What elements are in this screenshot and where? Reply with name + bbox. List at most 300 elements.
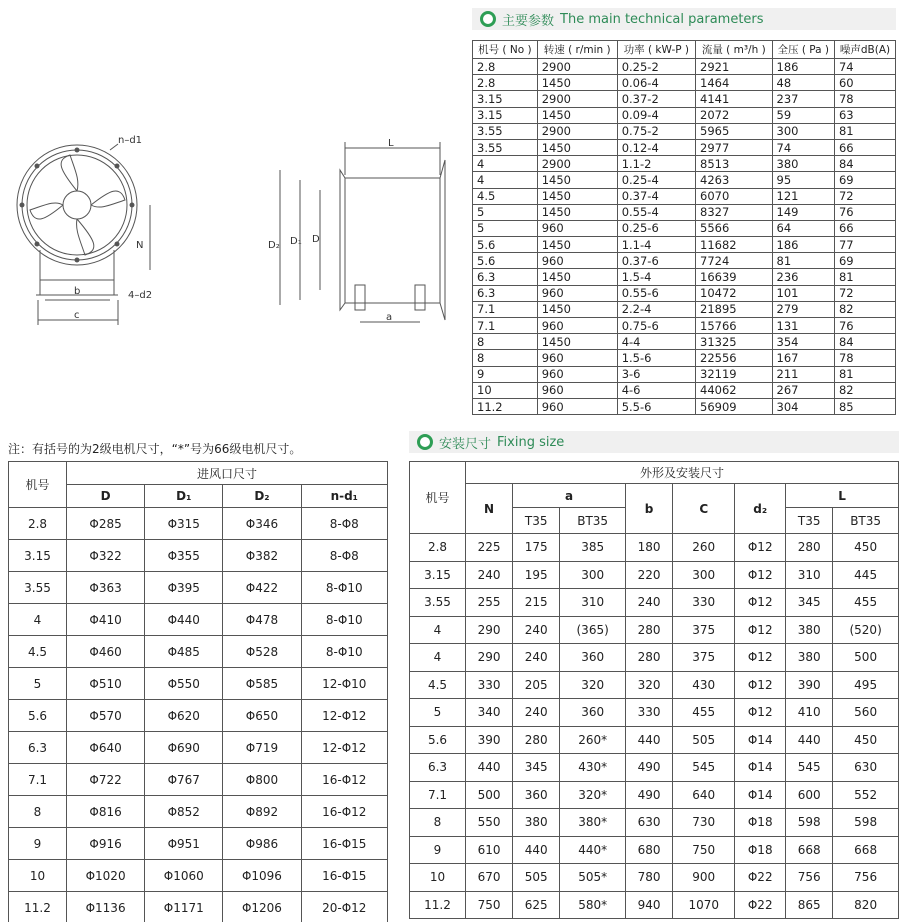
table-cell: Φ916 [67,828,145,860]
table-cell: 66 [834,220,895,236]
table-cell: 280 [625,644,672,672]
table-cell: 360 [560,699,626,727]
table-cell: 5 [9,668,67,700]
table-cell: 8-Φ10 [301,604,387,636]
table-cell: 240 [513,616,560,644]
table-cell: 440 [786,726,833,754]
table-cell: Φ18 [735,836,786,864]
table-cell: 1.5-4 [617,269,695,285]
table-row [410,726,899,754]
table-row [9,860,388,892]
table-cell: 10 [410,864,466,892]
table-cell: Φ12 [735,589,786,617]
table-cell: 0.09-4 [617,107,695,123]
label-D1: D₁ [290,236,302,247]
table-cell: 290 [466,616,513,644]
table-cell: 4 [410,644,466,672]
table-cell: 180 [625,534,672,562]
table-cell: 1450 [537,269,617,285]
table-cell: Φ951 [145,828,223,860]
table-cell: 5.6 [473,253,538,269]
table-cell: 195 [513,561,560,589]
table-cell: 960 [537,366,617,382]
table-row [410,809,899,837]
table-cell: 60 [834,75,895,91]
table-cell: 2900 [537,91,617,107]
table-cell: Φ18 [735,809,786,837]
table-cell: 5.5-6 [617,398,695,414]
table-cell: Φ1096 [223,860,301,892]
table-cell: 598 [786,809,833,837]
table-row [473,139,896,155]
table-cell: 380 [772,156,834,172]
table-cell: 0.37-6 [617,253,695,269]
table-row [9,668,388,700]
table-cell: 1450 [537,172,617,188]
table-cell: 78 [834,350,895,366]
table-cell: 380* [560,809,626,837]
table-cell: 750 [466,891,513,919]
table-cell: 11.2 [9,892,67,922]
header-cell: 机号 ( No ) [473,41,538,59]
table-cell: 455 [833,589,899,617]
table-row [9,572,388,604]
table-cell: 300 [772,123,834,139]
table-cell: 2900 [537,123,617,139]
table-row [473,334,896,350]
header-outline-group: 外形及安装尺寸 [466,462,899,484]
table-cell: 8 [473,334,538,350]
table-row [9,892,388,922]
table-cell: 940 [625,891,672,919]
table-cell: 455 [673,699,735,727]
table-cell: 598 [833,809,899,837]
table-cell: 640 [673,781,735,809]
table-row [410,589,899,617]
table-row [473,59,896,75]
table-cell: 0.55-6 [617,285,695,301]
table-cell: 4263 [696,172,773,188]
table-row [473,188,896,204]
table-cell: 16-Φ15 [301,860,387,892]
params-section-header [472,8,896,30]
table-cell: Φ285 [67,508,145,540]
label-N: N [136,240,144,251]
table-cell: 48 [772,75,834,91]
table-cell: 668 [786,836,833,864]
table-row [9,540,388,572]
table-cell: 215 [513,589,560,617]
table-cell: 3.15 [473,91,538,107]
table-cell: 84 [834,334,895,350]
table-cell: 500 [466,781,513,809]
table-cell: 85 [834,398,895,414]
table-cell: Φ322 [67,540,145,572]
table-cell: 95 [772,172,834,188]
table-cell: 545 [786,754,833,782]
table-cell: 310 [560,589,626,617]
table-cell: 960 [537,398,617,414]
label-D: D [312,234,320,245]
table-cell: Φ315 [145,508,223,540]
table-cell: 2900 [537,156,617,172]
table-cell: Φ22 [735,864,786,892]
label-c: c [74,310,80,321]
table-cell: 440 [625,726,672,754]
table-cell: 6.3 [410,754,466,782]
table-cell: 820 [833,891,899,919]
table-cell: 74 [772,139,834,155]
table-cell: 167 [772,350,834,366]
label-n-d1: n–d1 [118,135,143,146]
table-cell: 1450 [537,188,617,204]
table-cell: 7.1 [473,301,538,317]
table-row [410,699,899,727]
table-cell: Φ12 [735,534,786,562]
table-cell: 15766 [696,318,773,334]
table-cell: Φ1020 [67,860,145,892]
table-cell: 560 [833,699,899,727]
table-cell: 12-Φ12 [301,700,387,732]
table-cell: 5566 [696,220,773,236]
table-cell: Φ440 [145,604,223,636]
table-row [410,671,899,699]
header-cell: 噪声dB(A) [834,41,895,59]
table-cell: 375 [673,616,735,644]
table-row [410,781,899,809]
table-cell: 2.8 [9,508,67,540]
table-cell: Φ1171 [145,892,223,922]
table-cell: 9 [473,366,538,382]
table-row [9,828,388,860]
header-a-bt35: BT35 [560,508,626,534]
fixing-title-en: Fixing size [497,434,565,450]
table-cell: 8-Φ10 [301,572,387,604]
header-b: b [625,484,672,534]
table-cell: 4-4 [617,334,695,350]
table-cell: Φ650 [223,700,301,732]
table-cell: 3.15 [410,561,466,589]
table-cell: 4 [9,604,67,636]
table-cell: Φ346 [223,508,301,540]
table-cell: 430* [560,754,626,782]
table-cell: 16639 [696,269,773,285]
table-cell: 56909 [696,398,773,414]
table-cell: 0.25-6 [617,220,695,236]
table-row [473,301,896,317]
header-cell: 转速 ( r/min ) [537,41,617,59]
table-cell: 440 [513,836,560,864]
table-cell: 12-Φ12 [301,732,387,764]
table-cell: 756 [833,864,899,892]
table-cell: 82 [834,382,895,398]
table-cell: (365) [560,616,626,644]
table-row [473,204,896,220]
table-cell: 0.37-4 [617,188,695,204]
table-row [473,318,896,334]
table-cell: 290 [466,644,513,672]
table-cell: 330 [673,589,735,617]
table-cell: 2900 [537,59,617,75]
table-row [473,398,896,414]
table-cell: 240 [466,561,513,589]
header-L-t35: T35 [786,508,833,534]
table-cell: Φ12 [735,671,786,699]
header-C: C [673,484,735,534]
header-cell: 功率 ( kW-P ) [617,41,695,59]
table-header-row [410,484,899,508]
table-cell: 0.25-2 [617,59,695,75]
table-cell: Φ422 [223,572,301,604]
table-cell: Φ1136 [67,892,145,922]
table-cell: 4.5 [410,671,466,699]
table-cell: 260 [673,534,735,562]
table-cell: 280 [513,726,560,754]
table-cell: 12-Φ10 [301,668,387,700]
table-cell: 10 [473,382,538,398]
table-cell: Φ528 [223,636,301,668]
table-cell: 865 [786,891,833,919]
table-cell: 69 [834,172,895,188]
table-cell: 76 [834,204,895,220]
table-cell: 6070 [696,188,773,204]
table-row [9,700,388,732]
fixing-size-table [409,461,899,919]
header-cell: D [67,485,145,508]
table-row [473,253,896,269]
table-cell: 1450 [537,334,617,350]
table-cell: 69 [834,253,895,269]
table-cell: Φ585 [223,668,301,700]
table-cell: 1450 [537,301,617,317]
header-cell: D₂ [223,485,301,508]
table-cell: 22556 [696,350,773,366]
table-cell: 580* [560,891,626,919]
table-cell: Φ12 [735,616,786,644]
table-cell: Φ719 [223,732,301,764]
table-cell: 385 [560,534,626,562]
table-cell: Φ640 [67,732,145,764]
params-title-en: The main technical parameters [560,11,764,27]
table-cell: Φ355 [145,540,223,572]
table-cell: 8 [473,350,538,366]
table-row [9,796,388,828]
table-cell: 490 [625,781,672,809]
table-cell: 0.25-4 [617,172,695,188]
table-cell: 21895 [696,301,773,317]
table-cell: 255 [466,589,513,617]
table-cell: Φ382 [223,540,301,572]
table-cell: 5.6 [473,237,538,253]
table-cell: 225 [466,534,513,562]
table-cell: 320 [560,671,626,699]
table-cell: 8 [410,809,466,837]
table-cell: 81 [834,123,895,139]
table-cell: 1450 [537,75,617,91]
table-cell: 82 [834,301,895,317]
table-cell: 730 [673,809,735,837]
table-cell: 3.55 [410,589,466,617]
table-cell: 267 [772,382,834,398]
table-cell: 236 [772,269,834,285]
table-cell: 2.2-4 [617,301,695,317]
table-cell: 360 [560,644,626,672]
table-cell: 1464 [696,75,773,91]
table-row [9,604,388,636]
header-N: N [466,484,513,534]
table-cell: Φ852 [145,796,223,828]
table-cell: 237 [772,91,834,107]
table-cell: 495 [833,671,899,699]
table-cell: 430 [673,671,735,699]
table-cell: 5965 [696,123,773,139]
table-row [410,561,899,589]
technical-parameters-table [472,40,896,415]
table-cell: 450 [833,726,899,754]
table-cell: 3-6 [617,366,695,382]
table-cell: 8327 [696,204,773,220]
table-cell: 4 [473,172,538,188]
table-cell: Φ1206 [223,892,301,922]
table-cell: 9 [9,828,67,860]
table-cell: 81 [834,366,895,382]
table-row [473,75,896,91]
table-cell: 330 [625,699,672,727]
table-cell: Φ478 [223,604,301,636]
table-cell: 72 [834,188,895,204]
table-cell: 240 [513,699,560,727]
table-cell: 2072 [696,107,773,123]
table-cell: 7.1 [473,318,538,334]
table-cell: 131 [772,318,834,334]
table-cell: 380 [786,644,833,672]
table-cell: Φ816 [67,796,145,828]
table-cell: 175 [513,534,560,562]
table-cell: (520) [833,616,899,644]
table-cell: 66 [834,139,895,155]
table-cell: 5.6 [9,700,67,732]
table-cell: 960 [537,285,617,301]
table-cell: Φ14 [735,781,786,809]
table-cell: 279 [772,301,834,317]
table-cell: 4.5 [473,188,538,204]
header-machine-no: 机号 [9,462,67,508]
label-b: b [74,286,81,297]
table-header-row [410,462,899,484]
table-cell: 101 [772,285,834,301]
table-row [410,534,899,562]
table-cell: Φ767 [145,764,223,796]
table-cell: 1450 [537,237,617,253]
table-cell: Φ410 [67,604,145,636]
table-cell: 505 [673,726,735,754]
fixing-section-header [409,431,899,453]
size-note: 注：有括号的为2级电机尺寸，“*”号为66级电机尺寸。 [8,442,302,456]
table-cell: 4141 [696,91,773,107]
table-row [473,172,896,188]
table-cell: Φ550 [145,668,223,700]
table-cell: 0.75-6 [617,318,695,334]
table-cell: 84 [834,156,895,172]
table-cell: Φ800 [223,764,301,796]
table-cell: 900 [673,864,735,892]
table-cell: 8-Φ8 [301,508,387,540]
table-row [410,836,899,864]
table-cell: Φ363 [67,572,145,604]
table-cell: 1450 [537,107,617,123]
table-cell: 72 [834,285,895,301]
table-cell: 780 [625,864,672,892]
table-cell: 960 [537,382,617,398]
table-cell: 354 [772,334,834,350]
table-cell: 6.3 [473,285,538,301]
table-cell: 600 [786,781,833,809]
table-cell: 1070 [673,891,735,919]
table-cell: 610 [466,836,513,864]
label-a: a [386,312,393,323]
table-row [473,107,896,123]
circle-bullet-icon [480,11,496,27]
table-cell: Φ690 [145,732,223,764]
table-cell: 2.8 [473,59,538,75]
table-cell: 205 [513,671,560,699]
table-cell: 300 [673,561,735,589]
table-cell: 8513 [696,156,773,172]
table-cell: 44062 [696,382,773,398]
table-cell: 8-Φ10 [301,636,387,668]
header-inlet-group: 进风口尺寸 [67,462,388,485]
table-cell: 16-Φ12 [301,764,387,796]
table-row [473,382,896,398]
table-cell: 5.6 [410,726,466,754]
table-cell: 375 [673,644,735,672]
table-cell: Φ12 [735,699,786,727]
table-cell: 4 [473,156,538,172]
table-cell: 0.37-2 [617,91,695,107]
header-cell: n-d₁ [301,485,387,508]
table-cell: Φ22 [735,891,786,919]
table-cell: 345 [513,754,560,782]
table-cell: 450 [833,534,899,562]
table-cell: 10472 [696,285,773,301]
table-cell: 345 [786,589,833,617]
table-row [473,366,896,382]
params-table-body [473,59,896,415]
table-cell: Φ570 [67,700,145,732]
label-4-d2: 4–d2 [128,290,153,301]
table-cell: 149 [772,204,834,220]
table-cell: 630 [625,809,672,837]
table-cell: 320* [560,781,626,809]
table-cell: Φ14 [735,726,786,754]
table-cell: 630 [833,754,899,782]
table-cell: 11.2 [410,891,466,919]
table-cell: 2.8 [410,534,466,562]
table-cell: 1.1-4 [617,237,695,253]
table-cell: 240 [625,589,672,617]
table-cell: 1.5-6 [617,350,695,366]
circle-bullet-icon [417,434,433,450]
table-cell: 1450 [537,204,617,220]
table-cell: 360 [513,781,560,809]
table-cell: 5 [410,699,466,727]
table-cell: 2921 [696,59,773,75]
table-cell: 3.55 [473,139,538,155]
table-cell: 7724 [696,253,773,269]
table-cell: 81 [834,269,895,285]
table-cell: 32119 [696,366,773,382]
table-cell: 545 [673,754,735,782]
